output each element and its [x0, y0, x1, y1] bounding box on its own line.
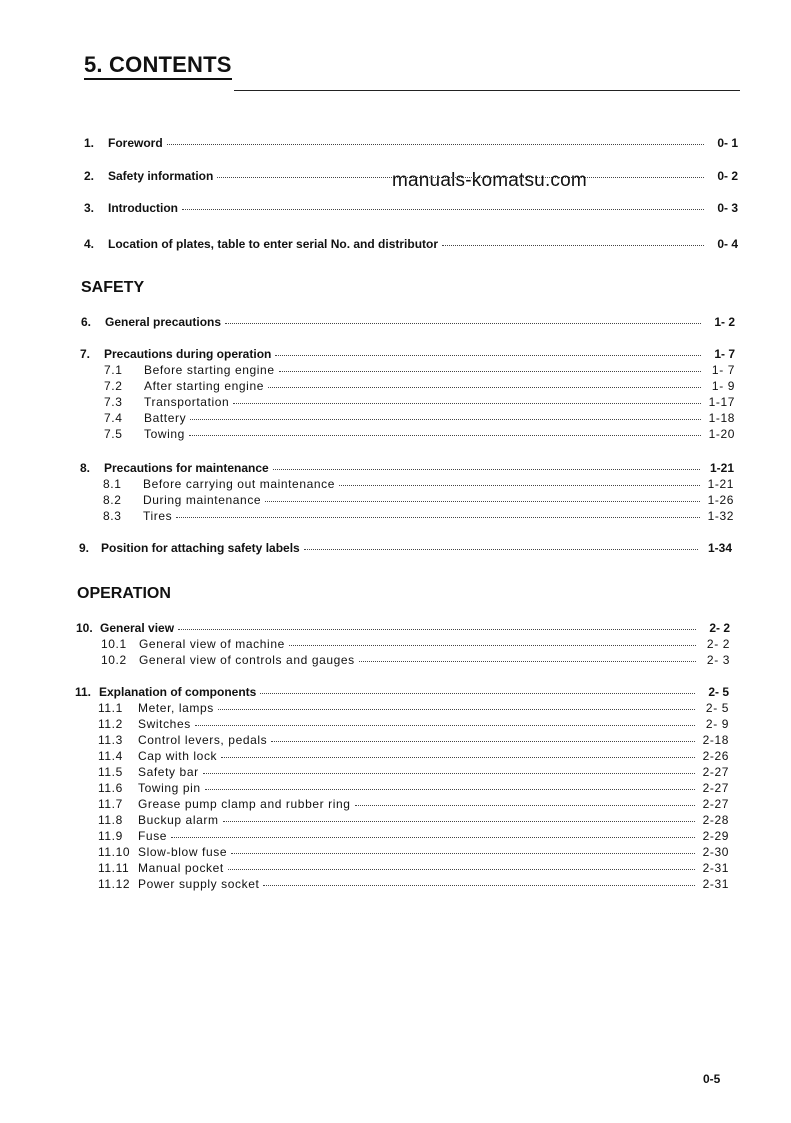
dot-leader: [265, 501, 700, 502]
toc-entry-page: 1-21: [709, 461, 734, 475]
dot-leader: [205, 789, 695, 790]
toc-entry-page: 2-29: [702, 829, 729, 843]
toc-entry-number: 3.: [84, 201, 95, 215]
dot-leader: [203, 773, 695, 774]
toc-entry-label: Control levers, pedals: [138, 733, 268, 747]
toc-entry-location-of-plates[interactable]: [84, 237, 738, 255]
toc-entry-page: 1-18: [708, 411, 735, 425]
toc-entry-label: Safety information: [108, 169, 214, 183]
dot-leader: [233, 403, 701, 404]
dot-leader: [218, 709, 695, 710]
toc-entry-label: Position for attaching safety labels: [101, 541, 300, 555]
toc-entry-page: 2- 3: [706, 653, 730, 667]
toc-entry-number: 2.: [84, 169, 95, 183]
toc-entry-general-precautions[interactable]: [81, 315, 735, 333]
toc-entry-number: 7.2: [104, 379, 123, 393]
toc-entry-page: 2-26: [702, 749, 729, 763]
page-header: [84, 52, 740, 92]
toc-entry-page: 1-20: [708, 427, 735, 441]
toc-entry-label: Foreword: [108, 136, 163, 150]
toc-entry-introduction[interactable]: [84, 201, 738, 219]
toc-entry-label: Towing pin: [138, 781, 201, 795]
toc-entry-label: After starting engine: [144, 379, 264, 393]
section-heading-operation: OPERATION: [77, 585, 171, 602]
toc-entry-label: General view: [100, 621, 175, 635]
dot-leader: [279, 371, 701, 372]
toc-entry-number: 4.: [84, 237, 95, 251]
toc-entry-label: Buckup alarm: [138, 813, 219, 827]
toc-entry-safety-labels[interactable]: [79, 541, 732, 559]
toc-entry-number: 8.2: [103, 493, 122, 507]
dot-leader: [195, 725, 695, 726]
dot-leader: [289, 645, 696, 646]
toc-entry-number: 1.: [84, 136, 95, 150]
toc-entry-number: 7.3: [104, 395, 123, 409]
toc-entry-label: Power supply socket: [138, 877, 260, 891]
toc-entry-page: 2- 2: [706, 637, 730, 651]
title-rule: [234, 90, 740, 91]
toc-entry-page: 1-32: [707, 509, 734, 523]
dot-leader: [339, 485, 700, 486]
toc-entry-page: 2-28: [702, 813, 729, 827]
toc-entry-label: Switches: [138, 717, 191, 731]
toc-entry-page: 2-31: [702, 861, 729, 875]
toc-entry-number: 7.5: [104, 427, 123, 441]
dot-leader: [225, 323, 701, 324]
toc-entry-page: 1- 7: [711, 363, 735, 377]
toc-entry-label: Before starting engine: [144, 363, 275, 377]
toc-entry-page: 2- 5: [708, 685, 729, 699]
toc-entry-number: 7.: [80, 347, 91, 361]
toc-subentry-tires[interactable]: [103, 509, 734, 527]
toc-entry-page: 1- 7: [714, 347, 735, 361]
toc-entry-label: General precautions: [105, 315, 222, 329]
toc-entry-number: 11.5: [98, 765, 123, 779]
dot-leader: [176, 517, 700, 518]
toc-entry-number: 8.1: [103, 477, 122, 491]
toc-entry-number: 11.8: [98, 813, 123, 827]
toc-subentry-general-view-of-controls[interactable]: [101, 653, 730, 671]
toc-entry-label: General view of machine: [139, 637, 285, 651]
toc-entry-label: Towing: [144, 427, 185, 441]
toc-entry-page: 2- 9: [705, 717, 729, 731]
toc-entry-label: Precautions for maintenance: [104, 461, 269, 475]
dot-leader: [182, 209, 704, 210]
toc-entry-label: During maintenance: [143, 493, 262, 507]
toc-entry-label: Grease pump clamp and rubber ring: [138, 797, 351, 811]
toc-entry-label: Before carrying out maintenance: [143, 477, 336, 491]
dot-leader: [178, 629, 696, 630]
dot-leader: [217, 177, 704, 178]
toc-entry-page: 2-27: [702, 781, 729, 795]
toc-entry-number: 11.11: [98, 861, 130, 875]
toc-entry-page: 0- 2: [717, 169, 738, 183]
dot-leader: [171, 837, 695, 838]
toc-entry-number: 10.2: [101, 653, 127, 667]
toc-entry-page: 0- 1: [717, 136, 738, 150]
dot-leader: [260, 693, 695, 694]
dot-leader: [231, 853, 695, 854]
dot-leader: [221, 757, 695, 758]
toc-entry-label: Fuse: [138, 829, 168, 843]
toc-entry-page: 1-26: [707, 493, 734, 507]
toc-entry-number: 11.7: [98, 797, 123, 811]
toc-entry-page: 2-30: [702, 845, 729, 859]
toc-entry-page: 1- 2: [714, 315, 735, 329]
toc-entry-label: Slow-blow fuse: [138, 845, 228, 859]
dot-leader: [263, 885, 695, 886]
toc-entry-number: 11.9: [98, 829, 123, 843]
toc-entry-number: 8.: [80, 461, 91, 475]
toc-entry-page: 2-31: [702, 877, 729, 891]
toc-entry-page: 2-27: [702, 797, 729, 811]
toc-entry-label: Tires: [143, 509, 173, 523]
section-heading-safety: SAFETY: [81, 279, 145, 296]
toc-entry-number: 11.: [75, 685, 92, 699]
toc-entry-number: 10.1: [101, 637, 127, 651]
page-number: 0-5: [703, 1072, 721, 1086]
toc-entry-page: 2- 5: [705, 701, 729, 715]
toc-entry-number: 11.12: [98, 877, 131, 891]
toc-entry-number: 11.10: [98, 845, 131, 859]
toc-entry-label: Battery: [144, 411, 187, 425]
toc-entry-page: 0- 4: [717, 237, 738, 251]
toc-entry-label: General view of controls and gauges: [139, 653, 355, 667]
toc-entry-page: 0- 3: [717, 201, 738, 215]
toc-entry-safety-information[interactable]: [84, 169, 738, 187]
toc-entry-number: 11.4: [98, 749, 123, 763]
toc-entry-page: 2-27: [702, 765, 729, 779]
toc-subentry-towing[interactable]: [104, 427, 735, 445]
dot-leader: [228, 869, 695, 870]
toc-entry-number: 11.2: [98, 717, 123, 731]
dot-leader: [223, 821, 695, 822]
toc-entry-foreword[interactable]: [84, 136, 738, 154]
toc-entry-label: Safety bar: [138, 765, 199, 779]
dot-leader: [268, 387, 701, 388]
toc-entry-number: 11.6: [98, 781, 123, 795]
toc-entry-page: 1-34: [707, 541, 732, 555]
toc-entry-label: Meter, lamps: [138, 701, 214, 715]
toc-entry-number: 11.1: [98, 701, 123, 715]
dot-leader: [304, 549, 698, 550]
dot-leader: [189, 435, 701, 436]
toc-entry-page: 2- 2: [709, 621, 730, 635]
toc-entry-page: 1-17: [708, 395, 735, 409]
dot-leader: [355, 805, 695, 806]
dot-leader: [275, 355, 701, 356]
toc-subentry-power-supply-socket[interactable]: [98, 877, 729, 895]
dot-leader: [442, 245, 704, 246]
toc-entry-number: 10.: [76, 621, 93, 635]
toc-entry-label: Introduction: [108, 201, 178, 215]
dot-leader: [273, 469, 700, 470]
toc-entry-label: Cap with lock: [138, 749, 218, 763]
toc-entry-label: Transportation: [144, 395, 230, 409]
toc-entry-number: 7.4: [104, 411, 123, 425]
watermark-text: manuals-komatsu.com: [392, 170, 587, 191]
toc-entry-page: 1- 9: [711, 379, 735, 393]
toc-entry-label: Precautions during operation: [104, 347, 272, 361]
toc-entry-number: 8.3: [103, 509, 122, 523]
toc-entry-number: 6.: [81, 315, 92, 329]
dot-leader: [359, 661, 696, 662]
toc-entry-number: 11.3: [98, 733, 123, 747]
toc-entry-page: 2-18: [702, 733, 729, 747]
toc-entry-label: Explanation of components: [99, 685, 257, 699]
toc-entry-label: Location of plates, table to enter serial No. and distributor: [108, 237, 439, 251]
toc-entry-page: 1-21: [707, 477, 734, 491]
toc-entry-label: Manual pocket: [138, 861, 224, 875]
dot-leader: [167, 144, 704, 145]
page-title: 5. CONTENTS: [84, 52, 232, 80]
dot-leader: [190, 419, 701, 420]
toc-entry-number: 9.: [79, 541, 90, 555]
dot-leader: [271, 741, 695, 742]
toc-entry-number: 7.1: [104, 363, 123, 377]
